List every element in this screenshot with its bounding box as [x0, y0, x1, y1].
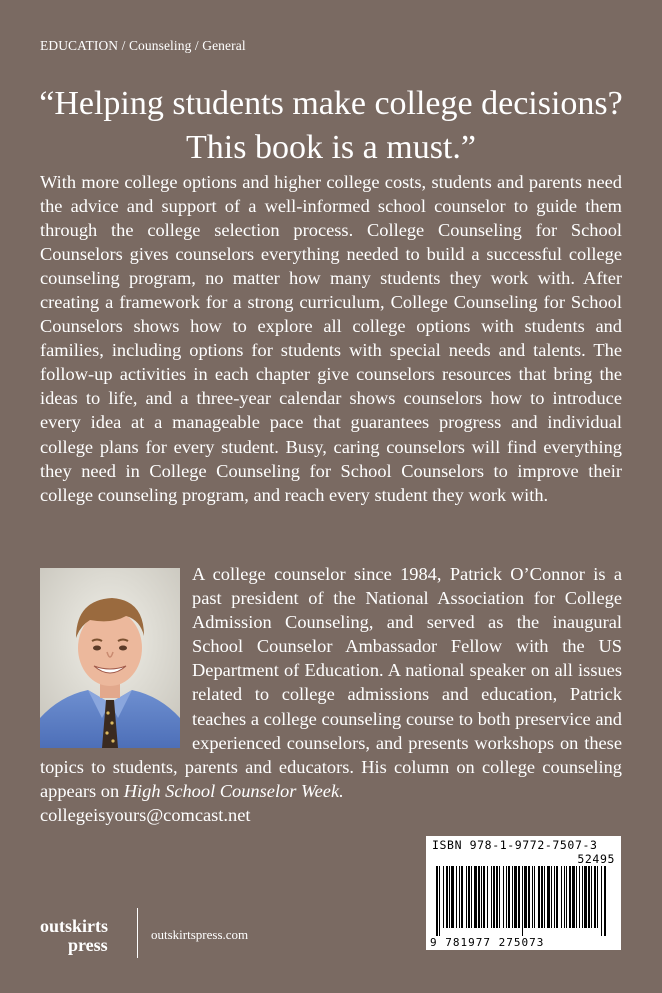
barcode-bar	[582, 866, 583, 928]
barcode-bar	[451, 866, 454, 928]
barcode-bar	[584, 866, 587, 928]
barcode-bar	[594, 866, 596, 928]
outskirts-press-logo-icon	[40, 915, 124, 955]
author-bio	[40, 562, 622, 827]
barcode-bar	[491, 866, 492, 928]
barcode-bar	[466, 866, 467, 928]
barcode-bar	[561, 866, 562, 928]
logo-top-text: outskirts	[40, 916, 109, 936]
barcode-bar	[524, 866, 527, 928]
logo-bottom-text: press	[68, 935, 108, 955]
barcode-bar	[446, 866, 448, 928]
barcode-bar	[564, 866, 565, 928]
author-email: collegeisyours@comcast.net	[40, 804, 251, 825]
barcode-bar	[468, 866, 470, 928]
book-description: With more college options and higher college costs, students and parents need the advice and support of a well-informed school counselor to guide them through the college selection process. College Counseling for School Counselors gives counselors everything needed to build a successful college counseling program, no matter how many students they work with. After creating a framework for a strong curriculum, College Counseling for School Counselors shows how to explore all college options with students and families, including options for students with special needs and talents. The follow-up activities in each chapter give counselors resources that bring the ideas to life, and a three-year calendar shows counselors how to introduce every idea at a manageable pace that guarantees progress and individual college plans for every student. Busy, caring counselors will find everything they need in College Counseling for School Counselors to improve their college counseling program, and reach every student they work with.	[40, 172, 622, 505]
barcode-bar	[512, 866, 513, 928]
barcode-bar	[508, 866, 510, 928]
barcode-bar	[496, 866, 498, 928]
column-title: High School Counselor Week.	[123, 780, 344, 801]
barcode-bar	[538, 866, 540, 928]
publisher-logo	[40, 915, 124, 955]
barcode-bar	[471, 866, 472, 928]
quote-line-2: This book is a must.”	[186, 129, 476, 166]
logo-divider	[137, 908, 138, 958]
barcode-bar	[601, 866, 602, 936]
barcode-bars-icon	[436, 866, 611, 936]
barcode-bar	[556, 866, 558, 928]
barcode-bar	[554, 866, 555, 928]
ean-digits: 9 781977 275073	[430, 936, 545, 949]
barcode-bar	[569, 866, 571, 928]
barcode-bar	[481, 866, 482, 928]
barcode-bar	[478, 866, 480, 928]
author-bio-text: A college counselor since 1984, Patrick O’Connor is a past president of the National Association for College Admission Counseling, and served as the inaugural School Counselor Ambassador Fellow with the US Department of Education. A national speaker on all issues related to college admissions and education, Patrick teaches a college counseling course to both preservice and experienced counselors, and presents workshops on these topics to students, parents and educators. His column on college counseling appears on	[40, 564, 622, 801]
barcode-bar	[499, 866, 500, 928]
barcode-bar	[544, 866, 545, 928]
barcode-bar	[506, 866, 507, 928]
price-code: 52495	[577, 852, 615, 866]
barcode-bar	[566, 866, 567, 928]
barcode-bar	[532, 866, 533, 928]
barcode-bar	[483, 866, 485, 928]
barcode-bar	[591, 866, 592, 928]
barcode-bar	[528, 866, 530, 928]
barcode-bar	[597, 866, 598, 928]
isbn-number: ISBN 978-1-9772-7507-3	[432, 838, 598, 852]
isbn-barcode	[426, 836, 621, 950]
barcode-bar	[522, 866, 523, 936]
quote-line-1: “Helping students make college decisions?	[39, 85, 623, 122]
barcode-bar	[456, 866, 457, 928]
barcode-bar	[514, 866, 517, 928]
barcode-bar	[541, 866, 543, 928]
barcode-bar	[461, 866, 463, 928]
barcode-bar	[551, 866, 552, 928]
category-label: EDUCATION / Counseling / General	[40, 38, 246, 53]
pull-quote	[20, 82, 642, 170]
barcode-bar	[449, 866, 450, 928]
barcode-bar	[518, 866, 520, 928]
barcode-bar	[436, 866, 438, 936]
barcode-bar	[443, 866, 444, 928]
barcode-bar	[459, 866, 460, 928]
photo-spacer	[40, 562, 180, 750]
barcode-bar	[576, 866, 577, 928]
barcode-bar	[572, 866, 575, 928]
barcode-bar	[604, 866, 606, 936]
publisher-url: outskirtspress.com	[151, 927, 249, 942]
barcode-bar	[588, 866, 590, 928]
barcode-bar	[474, 866, 477, 928]
barcode-bar	[487, 866, 488, 928]
barcode-bar	[439, 866, 440, 936]
barcode-bar	[547, 866, 550, 928]
barcode-bar	[579, 866, 580, 928]
barcode-bar	[493, 866, 495, 928]
barcode-bar	[503, 866, 504, 928]
barcode-bar	[534, 866, 535, 928]
